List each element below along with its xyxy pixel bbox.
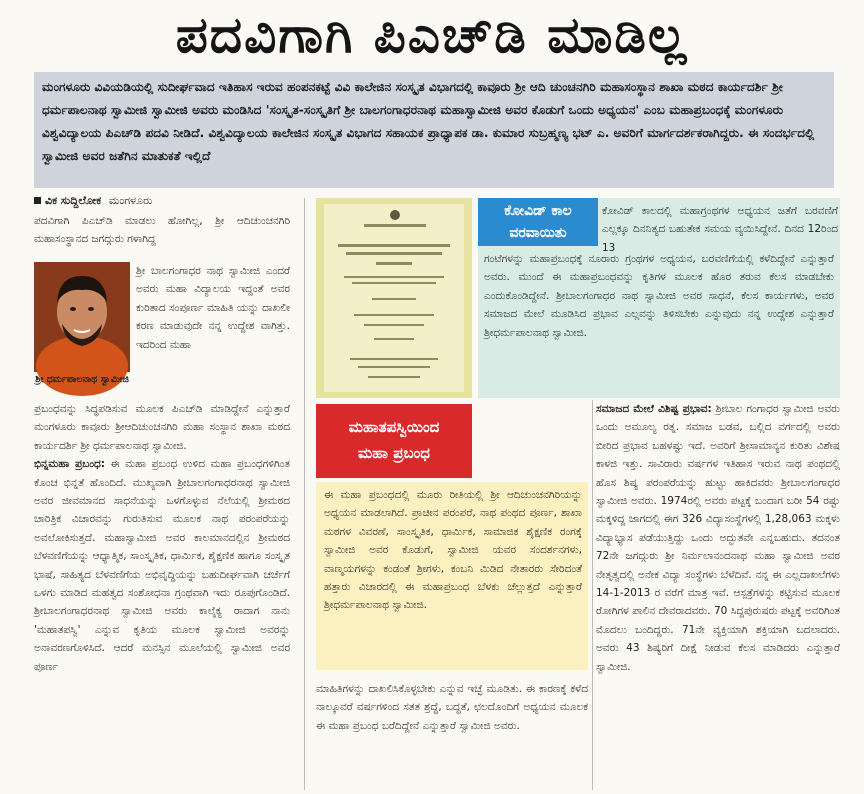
page-headline: ಪದವಿಗಾಗಿ ಪಿಎಚ್‌ಡಿ ಮಾಡಿಲ್ಲ bbox=[175, 5, 689, 64]
yellow-highlight-text: ಈ ಮಹಾ ಪ್ರಬಂಧದಲ್ಲಿ ಮೂರು ರೀತಿಯಲ್ಲಿ ಶ್ರೀ ಆದಿಚುಂಚನಗಿರಿಯನ್ನು ಅಧ್ಯಯನ ಮಾಡಲಾಗಿದೆ. ಪ್ರಾಚೀನ ಪರಂಪರೆ, ನಾಥ ಪಂಥದ ಪೂರ್ಣ, ಶಾಖಾ ಮಠಗಳ ವಿವರಣೆ, ಸಾಂಸ್ಕೃತಿಕ, ಧಾರ್ಮಿಕ, ಸಾಮಾಜಿಕ ಶೈಕ್ಷಣಿಕ ರಂಗಕ್ಕೆ ಸ್ವಾಮೀಜಿ ಅವರ ಕೊಡುಗೆ, ಸ್ವಾಮೀಜಿ ಯವರ ಸಂದರ್ಶನಗಳು, ವಾಣ್ಮಯಗಳನ್ನು ಕಂಡಂತೆ ಶ್ರೀಗಳು, ಕಂಬನಿ ಮಿಡಿದ ನೇತಾರರು ಸೇರಿದಂತೆ ಹತ್ತಾರು ವಿಚಾರದಲ್ಲಿ ಈ ಮಹಾಪ್ರಬಂಧ ಬೆಳಕು ಚೆಲ್ಲುತ್ತದೆ ಎನ್ನುತ್ತಾರೆ ಶ್ರೀಧರ್ಮಪಾಲನಾಥ ಸ್ವಾಮೀಜಿ. bbox=[324, 489, 582, 612]
red-heading-line2: ಮಹಾ ಪ್ರಬಂಧ bbox=[358, 444, 430, 462]
covid-heading-line2: ವರವಾಯಿತು bbox=[509, 225, 567, 241]
col2-continuation: ಮಾಹಿತಿಗಳನ್ನು ದಾಖಲಿಸಿಕೊಳ್ಳಬೇಕು ಎನ್ನುವ ಇಚ್ಛೆ ಮೂಡಿತು. ಈ ಕಾರಣಕ್ಕೆ ಕಳೆದ ನಾಲ್ಕೂವರೆ ವರ್ಷಗಳಿಂದ ಸತತ ಶ್ರದ್ಧೆ, ಬದ್ಧತೆ, ಛಲದೊಂದಿಗೆ ಅಧ್ಯಯನ ಮೂಲಕ ಈ ಮಹಾ ಪ್ರಬಂಧ ಬರೆದಿದ್ದೇನೆ ಎನ್ನುತ್ತಾರೆ ಸ್ವಾಮೀಜಿ ಅವರು. bbox=[316, 683, 588, 732]
red-heading-box bbox=[316, 404, 472, 478]
swamiji-portrait-image bbox=[34, 262, 130, 372]
col1-p2: ಈ ಮಹಾ ಪ್ರಬಂಧ ಉಳಿದ ಮಹಾ ಪ್ರಬಂಧಗಳಿಗಿಂತ ಕೊಂಚ ಭಿನ್ನತೆ ಹೊಂದಿದೆ. ಮುಖ್ಯವಾಗಿ ಶ್ರೀಬಾಲಗಂಗಾಧರನಾಥ ಸ್ವಾಮೀಜಿ ಅವರ ಜೀವಮಾನದ ಸಾಧನೆಯನ್ನು ಒಳಗೊಳ್ಳುವ ನೆಲೆಯಲ್ಲಿ ಶ್ರೀಮಠದ ಚಾರಿತ್ರಿಕ ವಿಚಾರವನ್ನು ಗುರುತಿಸುವ ಮೂಲಕ ನಾಥ ಪರಂಪರೆಯನ್ನು ಅವಲೋಕಿಸುತ್ತದೆ. ಮಹಾಸ್ವಾಮೀಜಿ ಅವರ ಕಾಲಮಾನದಲ್ಲಿನ ಶ್ರೀಮಠದ ಬೆಳವಣಿಗೆಯನ್ನು ಆಧ್ಯಾತ್ಮಿಕ, ಸಾಂಸ್ಕೃತಿಕ, ಧಾರ್ಮಿಕ, ಶೈಕ್ಷಣಿಕ ಹಾಗೂ ಸಂಸ್ಕೃತ ಭಾಷೆ, ಸಾಹಿತ್ಯದ ಬೆಳವಣಿಗೆಯ ಅಭಿವೃದ್ಧಿಯನ್ನು ಬಹುದೀರ್ಘವಾಗಿ ಚರ್ಚೆಗೆ ಒಳಗು ಮಾಡಿದ ಮಹತ್ವದ ಸಂಶೋಧನಾ ಗ್ರಂಥವಾಗಿ ಇದು ರೂಪುಗೊಂಡಿದೆ. ಶ್ರೀಬಾಲಗಂಗಾಧರನಾಥ ಸ್ವಾಮೀಜಿ ಅವರು ಕಾಲೈಕ್ಯ ರಾದಾಗ ನಾನು 'ಮಹಾತಪಸ್ವಿ' ಎನ್ನುವ ಕೃತಿಯ ಮೂಲಕ ಸ್ವಾಮೀಜಿ ಅವರನ್ನು ಅನಾವರಣಗೊಳಿಸಿದೆ. ಆದರೆ ಮನಸ್ಸಿನ ಮೂಲೆಯಲ್ಲಿ ಸ್ವಾಮೀಜಿ ಅವರ ಪೂರ್ಣ bbox=[34, 458, 290, 673]
byline bbox=[34, 194, 152, 208]
covid-heading-line1: ಕೋವಿಡ್ ಕಾಲ bbox=[504, 203, 572, 219]
col3-subheading: ಸಮಾಜದ ಮೇಲೆ ವಿಶಿಷ್ಟ ಪ್ರಭಾವ: bbox=[596, 403, 712, 415]
thesis-document-image bbox=[316, 198, 472, 398]
swamiji-photo bbox=[34, 262, 130, 372]
red-heading-line1: ಮಹಾತಪಸ್ವಿಯಿಂದ bbox=[348, 418, 440, 436]
column-divider-2 bbox=[592, 400, 593, 790]
intro-paragraph: ಮಂಗಳೂರು ವಿವಿಯಡಿಯಲ್ಲಿ ಸುದೀರ್ಘವಾದ ಇತಿಹಾಸ ಇರುವ ಹಂಪನಕಟ್ಟೆ ವಿವಿ ಕಾಲೇಜಿನ ಸಂಸ್ಕೃತ ವಿಭಾಗದಲ್ಲಿ ಕಾವೂರು ಶ್ರೀ ಆದಿ ಚುಂಚನಗಿರಿ ಮಹಾಸಂಸ್ಥಾನ ಶಾಖಾ ಮಠದ ಕಾರ್ಯದರ್ಶಿ ಶ್ರೀ ಧರ್ಮಪಾಲನಾಥ ಸ್ವಾಮೀಜಿ ಸ್ವಾಮೀಜಿ ಅವರು ಮಂಡಿಸಿದ 'ಸಂಸ್ಕೃತ-ಸಂಸ್ಕೃತಿಗೆ ಶ್ರೀ ಬಾಲಗಂಗಾಧರನಾಥ ಮಹಾಸ್ವಾಮೀಜಿ ಅವರ ಕೊಡುಗೆ ಒಂದು ಅಧ್ಯಯನ' ಎಂಬ ಮಹಾಪ್ರಬಂಧಕ್ಕೆ ಮಂಗಳೂರು ವಿಶ್ವವಿದ್ಯಾಲಯ ಪಿಎಚ್‌ಡಿ ಪದವಿ ನೀಡಿದೆ. ವಿಶ್ವವಿದ್ಯಾಲಯ ಕಾಲೇಜಿನ ಸಂಸ್ಕೃತ ವಿಭಾಗದ ಸಹಾಯಕ ಪ್ರಾಧ್ಯಾಪಕ ಡಾ. ಕುಮಾರ ಸುಬ್ರಹ್ಮಣ್ಯ ಭಟ್ ಎ. ಅವರಿಗೆ ಮಾರ್ಗದರ್ಶಕರಾಗಿದ್ದರು. ಈ ಸಂದರ್ಭದಲ್ಲಿ ಸ್ವಾಮೀಜಿ ಅವರ ಜತೆಗಿನ ಮಾತುಕತೆ ಇಲ್ಲಿದೆ bbox=[34, 72, 834, 188]
bullet-icon bbox=[34, 197, 41, 204]
covid-heading bbox=[478, 198, 598, 246]
byline-place: ಮಂಗಳೂರು bbox=[108, 194, 153, 207]
byline-source: ವಿಕ ಸುದ್ದಿಲೋಕ bbox=[45, 194, 102, 207]
covid-text-2: ಗಂಟೆಗಳನ್ನು ಮಹಾಪ್ರಬಂಧಕ್ಕೆ ನೂರಾರು ಗ್ರಂಥಗಳ ಅಧ್ಯಯನ, ಬರವಣಿಗೆಯಲ್ಲಿ ಕಳೆದಿದ್ದೇನೆ ಎನ್ನುತ್ತಾರೆ ಅವರು. ಮುಂದೆ ಈ ಮಹಾಪ್ರಬಂಧವನ್ನು ಕೃತಿಗಳ ಮೂಲಕ ಹೊರ ತರುವ ಕೆಲಸ ಮಾಡಬೇಕು ಎಂದುಕೊಂಡಿದ್ದೇನೆ. ಶ್ರೀಬಾಲಗಂಗಾಧರ ನಾಥ ಸ್ವಾಮೀಜಿ ಅವರ ಸಾಧನೆ, ಕೆಲಸ ಕಾರ್ಯಗಳು, ಅವರ ಸಮಾಜದ ಮೇಲೆ ಮೂಡಿಸಿದ ಪ್ರಭಾವ ಎಲ್ಲವನ್ನು ತಿಳಿಸಬೇಕು ಎನ್ನುವುದು ನನ್ನ ಉದ್ದೇಶ ಎನ್ನುತ್ತಾರೆ ಶ್ರೀಧರ್ಮಪಾಲನಾಥ ಸ್ವಾಮೀಜಿ. bbox=[484, 253, 834, 339]
col3-section bbox=[596, 400, 840, 790]
col1-paragraph-2 bbox=[34, 400, 290, 790]
covid-text-1: ಕೋವಿಡ್ ಕಾಲದಲ್ಲಿ ಮಹಾಗ್ರಂಥಗಳ ಅಧ್ಯಯನ ಜತೆಗೆ ಬರವಣಿಗೆ ಎಲ್ಲಕ್ಕೂ ದಿನನಿತ್ಯದ ಬಹುತೇಕ ಸಮಯ ವ್ಯಯಿಸಿದ್ದೇನೆ. ದಿನದ 12ರಿಂದ 13 bbox=[602, 205, 838, 254]
col1-paragraph-1b: ಶ್ರೀ ಬಾಲಗಂಗಾಧರ ನಾಥ ಸ್ವಾಮೀಜಿ ಎಂದರೆ ಅವರು ಮಹಾ ವಿದ್ಯಾಲಯ ಇದ್ದಂತೆ ಅವರ ಕುರಿತಾದ ಸಂಪೂರ್ಣ ಮಾಹಿತಿ ಯನ್ನು ದಾಖಲೀ ಕರಣ ಮಾಡುವುದೇ ನನ್ನ ಉದ್ದೇಶ ವಾಗಿತ್ತು. ಇದರಿಂದ ಮಹಾ bbox=[136, 265, 290, 351]
column-divider-1 bbox=[304, 198, 305, 790]
col3-text: ಶ್ರೀಬಾಲ ಗಂಗಾಧರ ಸ್ವಾಮೀಜಿ ಅವರು ಒಂದು ಅಮೂಲ್ಯ ರತ್ನ. ಸಮಾಜ ಬಡವ, ಬಲ್ಲಿದ ವರ್ಗದಲ್ಲಿ ಅವರು ಬೀರಿದ ಪ್ರಭಾವ ಬಹಳಷ್ಟು ಇದೆ. ಅವರಿಗೆ ಶ್ರೀಸಾಮಾನ್ಯನ ಕುರಿತು ವಿಶೇಷ ಕಾಳಜಿ ಇತ್ತು. ಸಾವಿರಾರು ವರ್ಷಗಳ ಇತಿಹಾಸ ಇರುವ ನಾಥ ಪಂಥದಲ್ಲಿ ಹೊಸ ಶಿಷ್ಯ ಪರಂಪರೆಯನ್ನು ಹುಟ್ಟು ಹಾಕಿದವರು ಶ್ರೀಬಾಲಗಂಗಾಧರ ಸ್ವಾಮೀಜಿ ಅವರು. 1974ರಲ್ಲಿ ಅವರು ಪಟ್ಟಕ್ಕೆ ಬಂದಾಗ ಬರೀ 54 ರಷ್ಟು ಮಕ್ಕಳಿದ್ದ ಜಾಗದಲ್ಲಿ ಈಗ 326 ವಿದ್ಯಾಸಂಸ್ಥೆಗಳಲ್ಲಿ 1,28,063 ಮಕ್ಕಳು ವಿದ್ಯಾಭ್ಯಾಸ ಪಡೆಯುತ್ತಿದ್ದು ಒಂದು ಅದ್ಭುತವೇ ಎನ್ನಬಹುದು. ತದನಂತ 72ನೇ ಜಗದ್ಗುರು ಶ್ರೀ ನಿರ್ಮಲಾನಂದನಾಥ ಮಹಾ ಸ್ವಾಮೀಜಿ ಅವರ ನೇತೃತ್ವದಲ್ಲಿ ಅನೇಕ ವಿದ್ಯಾ ಸಂಸ್ಥೆಗಳು ಬೆಳೆದಿವೆ. ನನ್ನ ಈ ಎಲ್ಲದಾಖಲೆಗಳು 14-1-2013 ರ ವರೆಗೆ ಮಾತ್ರ ಇವೆ. ಆಸ್ಪತ್ರೆಗಳನ್ನು ಕಟ್ಟಿಸುವ ಮೂಲಕ ರೋಗಿಗಳ ಪಾಲಿನ ದೇವರಾದವರು. 70 ಸಿದ್ದಪುರುಷರು ಪಟ್ಟಕ್ಕೆ ಅವರಿಗಿಂತ ಮೊದಲು ಬಂದಿದ್ದರು. 71ನೇ ವ್ಯಕ್ತಿಯಾಗಿ ಶಕ್ತಿಯಾಗಿ ಬದಲಾದರು. ಅವರು 43 ಶಿಷ್ಯರಿಗೆ ದೀಕ್ಷೆ ನೀಡುವ ಕೆಲಸ ಮಾಡಿದರು ಎನ್ನುತ್ತಾರೆ ಸ್ವಾಮೀಜಿ. bbox=[596, 403, 841, 673]
col1-paragraph-1a: ಪದವಿಗಾಗಿ ಪಿಎಚ್‌ಡಿ ಮಾಡಲು ಹೋಗಿಲ್ಲ, ಶ್ರೀ ಆದಿಚುಂಚನಗಿರಿ ಮಹಾಸಂಸ್ಥಾನದ ಜಗದ್ಗುರು ಗಳಾಗಿದ್ದ bbox=[34, 215, 290, 246]
thesis-page bbox=[324, 204, 464, 392]
col1-subheading: ಭಿನ್ನಮಹಾ ಪ್ರಬಂಧ: bbox=[34, 458, 106, 471]
photo-caption: ಶ್ರೀ ಧರ್ಮಪಾಲನಾಥ ಸ್ವಾಮೀಜಿ bbox=[35, 374, 129, 385]
col1-p1c: ಪ್ರಬಂಧವನ್ನು ಸಿದ್ಧಪಡಿಸುವ ಮೂಲಕ ಪಿಎಚ್‌ಡಿ ಮಾಡಿದ್ದೇನೆ ಎನ್ನುತ್ತಾರೆ ಮಂಗಳೂರು ಕಾವೂರು ಶ್ರೀಆದಿಚುಂಚನಗಿರಿ ಮಹಾ ಸಂಸ್ಥಾನ ಶಾಖಾ ಮಠದ ಕಾರ್ಯದರ್ಶಿ ಶ್ರೀ ಧರ್ಮಪಾಲನಾಥ ಸ್ವಾಮೀಜಿ. bbox=[34, 403, 290, 452]
